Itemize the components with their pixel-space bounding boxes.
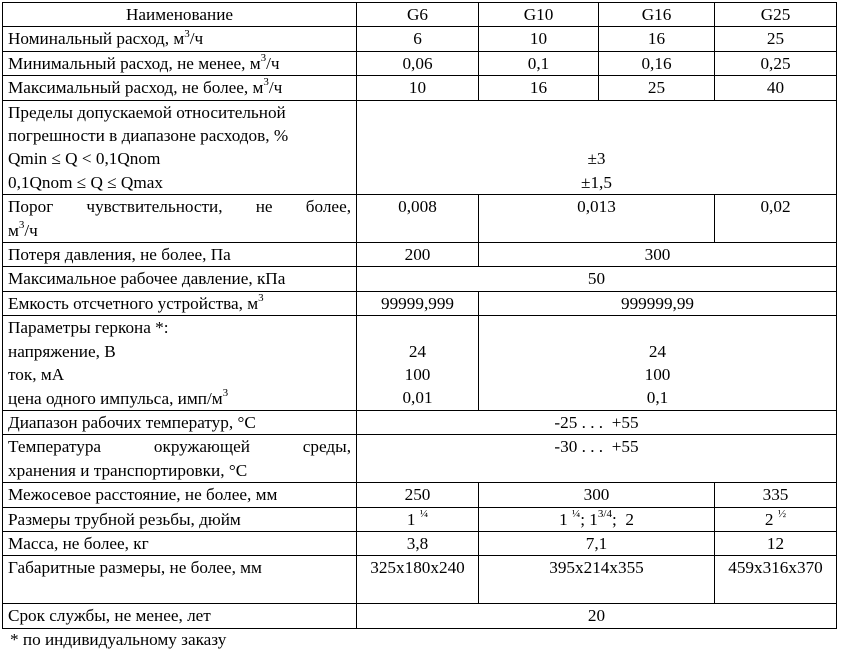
value-g10: 0,1 [479, 51, 599, 75]
error-label-line1: Пределы допускаемой относительной [8, 102, 286, 122]
label-center-distance: Межосевое расстояние, не более, мм [3, 483, 357, 507]
header-g25: G25 [715, 3, 837, 27]
row-capacity [3, 291, 837, 315]
header-g16: G16 [599, 3, 715, 27]
label-max-pressure: Максимальное рабочее давление, кПа [3, 267, 357, 291]
row-maximal-flow [3, 76, 837, 100]
label-nominal-flow: Номинальный расход, $м^3/ч$ [3, 27, 357, 51]
row-max-pressure [3, 267, 837, 291]
label-work-temp: Диапазон рабочих температур, °С [3, 410, 357, 434]
reed-label-line4: цена одного импульса, имп/$м^3$ [8, 386, 229, 408]
row-reed-switch [3, 316, 837, 411]
footnote: * по индивидуальному заказу [10, 630, 227, 649]
spec-table [2, 2, 837, 629]
header-g6: G6 [357, 3, 479, 27]
value-g25: 459х316х370 [715, 556, 837, 604]
value-g10-g25 [479, 316, 837, 411]
label-dimensions: Габаритные размеры, не более, мм [3, 556, 357, 604]
value-g25: 335 [715, 483, 837, 507]
value-g6: 0,008 [357, 195, 479, 243]
label-sensitivity: Порог чувствительности, не более, $м^3/ч$ [3, 195, 357, 243]
label-maximal-flow: Максимальный расход, не более, $м^3/ч$ [3, 76, 357, 100]
row-center-distance [3, 483, 837, 507]
value-g10-g25: 300 [479, 243, 837, 267]
header-g10: G10 [479, 3, 599, 27]
row-minimal-flow [3, 51, 837, 75]
value-g6 [357, 316, 479, 411]
value-g10-g16: 300 [479, 483, 715, 507]
value-g10-g16: 395х214х355 [479, 556, 715, 604]
value-g6: 6 [357, 27, 479, 51]
row-dimensions [3, 556, 837, 604]
error-label-line2: погрешности в диапазоне расходов, % [8, 126, 289, 146]
row-work-temp [3, 410, 837, 434]
value-g25: 0,25 [715, 51, 837, 75]
value-g6: 250 [357, 483, 479, 507]
reed-label-line2: напряжение, В [8, 341, 116, 361]
value-g10-g16: 7,1 [479, 531, 715, 555]
value-g16: 16 [599, 27, 715, 51]
value-g25: 12 [715, 531, 837, 555]
label-capacity: Емкость отсчетного устройства, $м^3$ [3, 291, 357, 315]
reed-rest-pulse: 0,1 [646, 388, 669, 408]
value-g6: 3,8 [357, 531, 479, 555]
value-g6: 10 [357, 76, 479, 100]
reed-label-line3: ток, мА [8, 365, 65, 385]
row-nominal-flow [3, 27, 837, 51]
row-sensitivity [3, 195, 837, 243]
row-service-life [3, 604, 837, 628]
row-error-limits [3, 100, 837, 195]
value-g6: 200 [357, 243, 479, 267]
value-g16: 0,16 [599, 51, 715, 75]
label-service-life: Срок службы, не менее, лет [3, 604, 357, 628]
value-g10-g25: 999999,99 [479, 291, 837, 315]
value-error-all [357, 100, 837, 195]
label-pressure-loss: Потеря давления, не более, Па [3, 243, 357, 267]
error-label-line3: Qmin ≤ Q < 0,1Qnom [8, 149, 161, 169]
value-g25: 0,02 [715, 195, 837, 243]
reed-g6-current: 100 [404, 365, 431, 385]
value-all: -25 . . . +55 [357, 410, 837, 434]
error-label-line4: 0,1Qnom ≤ Q ≤ Qmax [8, 172, 163, 192]
value-all: 20 [357, 604, 837, 628]
value-g25: 40 [715, 76, 837, 100]
label-mass: Масса, не более, кг [3, 531, 357, 555]
reed-g6-voltage: 24 [408, 341, 427, 361]
label-reed-switch [3, 316, 357, 411]
label-thread: Размеры трубной резьбы, дюйм [3, 507, 357, 531]
value-all: 50 [357, 267, 837, 291]
value-g6: 1 $^{\frac{1}{4}}$ [357, 507, 479, 531]
error-value2: ±1,5 [581, 172, 612, 192]
value-g6: 0,06 [357, 51, 479, 75]
value-g16: 25 [599, 76, 715, 100]
value-g10: 10 [479, 27, 599, 51]
header-name: Наименование [3, 3, 357, 27]
value-g6: 99999,999 [357, 291, 479, 315]
value-g25: 2 $^{\frac{1}{2}}$ [715, 507, 837, 531]
reed-rest-current: 100 [644, 365, 671, 385]
row-pressure-loss [3, 243, 837, 267]
value-g10: 16 [479, 76, 599, 100]
value-all: -30 . . . +55 [357, 435, 837, 483]
value-g10-g16: 1 $^{\frac{1}{4}}$; $1^{3/4}$; 2 [479, 507, 715, 531]
value-g6: 325х180х240 [357, 556, 479, 604]
value-g25: 25 [715, 27, 837, 51]
reed-g6-pulse: 0,01 [402, 388, 433, 408]
header-row [3, 3, 837, 27]
row-thread [3, 507, 837, 531]
value-g10-g16: 0,013 [479, 195, 715, 243]
error-value1: ±3 [587, 149, 606, 169]
row-mass [3, 531, 837, 555]
row-ambient-temp [3, 435, 837, 483]
label-minimal-flow: Минимальный расход, не менее, $м^3/ч$ [3, 51, 357, 75]
reed-label-line1: Параметры геркона *: [8, 318, 169, 338]
reed-rest-voltage: 24 [648, 341, 667, 361]
label-error-limits [3, 100, 357, 195]
label-ambient-temp: Температура окружающей среды, хранения и транспортировки, °С [3, 435, 357, 483]
